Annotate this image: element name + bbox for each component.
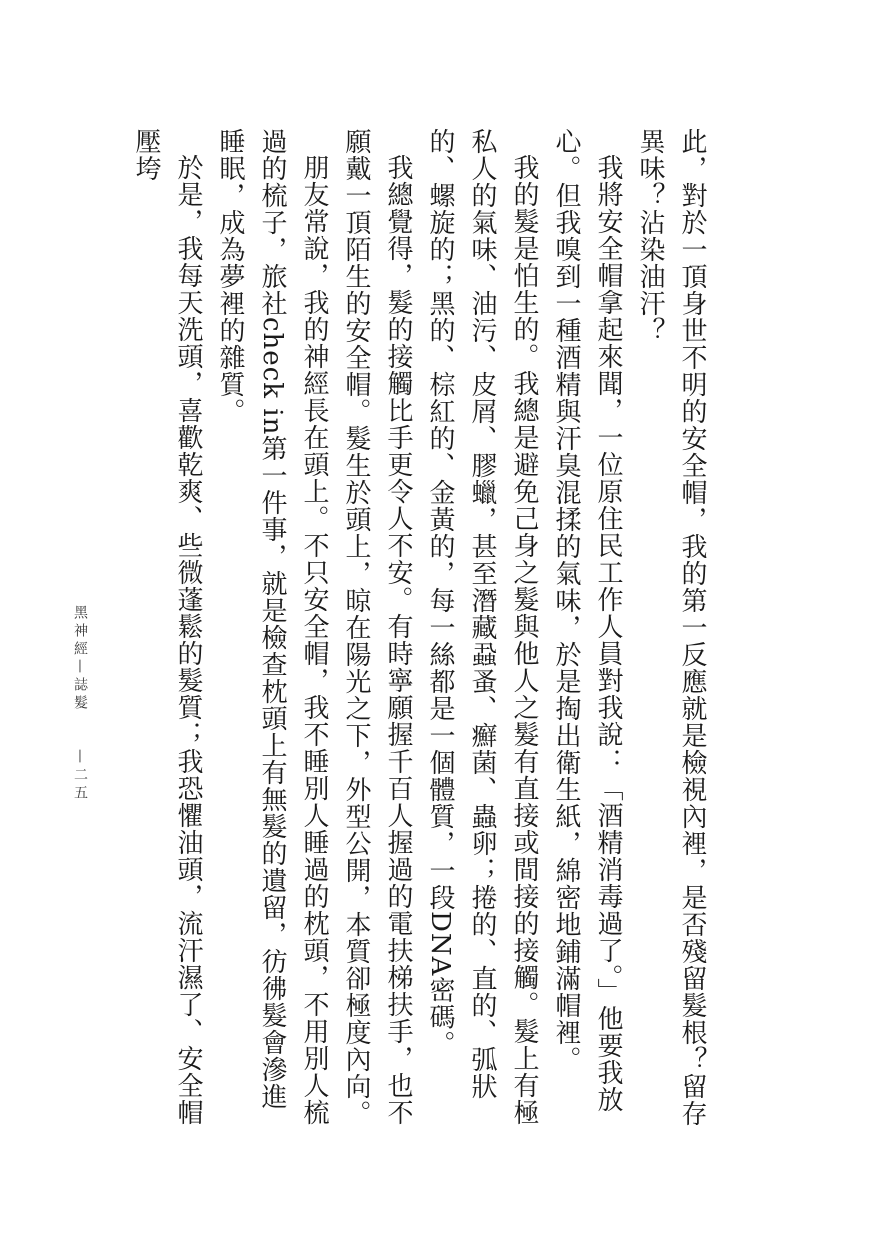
paragraph-3: 我的髮是怕生的。我總是避免己身之髮與他人之髮有直接或間接的接觸。髮上有極私人的氣味、油污、皮屑、膠蠟，甚至潛藏蝨蚤、癬菌、蟲卵；捲的、直的、弧狀的、螺旋的；黑的、棕紅的、金黃的，每一絲都是一個體質，一段DNA密碼。	[425, 128, 539, 1126]
body-text	[131, 128, 713, 1128]
book-title: 黑神經	[72, 605, 88, 659]
page-number: 二五	[72, 767, 88, 803]
chapter-title: 誌髮	[72, 677, 88, 713]
paragraph-1: 此，對於一頂身世不明的安全帽，我的第一反應就是檢視內裡，是否殘留髮根？留存異味？沾染油汗？	[635, 128, 707, 1127]
separator-dash: —	[72, 749, 88, 767]
paragraph-6: 於是，我每天洗頭，喜歡乾爽、些微蓬鬆的髮質；我恐懼油頭，流汗濕了、安全帽壓垮	[131, 128, 203, 1126]
paragraph-5: 朋友常說，我的神經長在頭上。不只安全帽，我不睡別人睡過的枕頭，不用別人梳過的梳子，旅社check in第一件事，就是檢查枕頭上有無髮的遺留，彷彿髮會滲進睡眠，成為夢裡的雜質。	[215, 128, 329, 1126]
paragraph-4: 我總覺得，髮的接觸比手更令人不安。有時寧願握千百人握過的電扶梯扶手，也不願戴一頂陌生的安全帽。髮生於頭上，晾在陽光之下，外型公開，本質卻極度內向。	[341, 128, 413, 1127]
running-head	[66, 605, 94, 835]
separator-dash: —	[72, 659, 88, 677]
paragraph-2: 我將安全帽拿起來聞，一位原住民工作人員對我說：「酒精消毒過了。」他要我放心。但我嗅到一種酒精與汗臭混揉的氣味，於是掏出衛生紙，綿密地鋪滿帽裡。	[551, 128, 623, 1113]
